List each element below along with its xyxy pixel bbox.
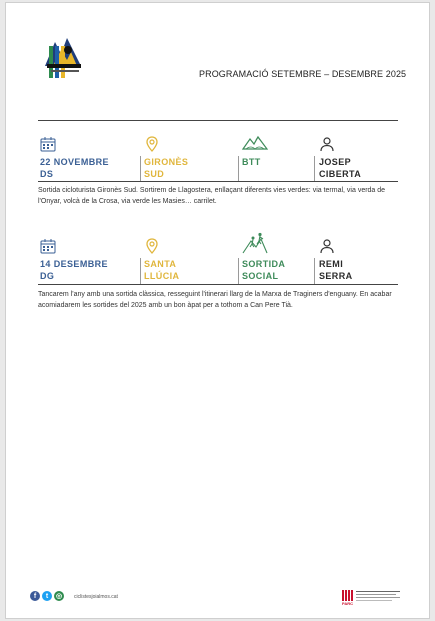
column-separator (314, 258, 315, 284)
event-description: Sortida cicloturista Gironès Sud. Sortirem de Llagostera, enllaçant diferents vies verdes: via termal, via verda de l'Onyar, volcà de la Crosa, via verde les Masies… carrilet. (38, 187, 386, 205)
page-title: PROGRAMACIÓ SETEMBRE – DESEMBRE 2025 (199, 69, 407, 79)
website-link[interactable]: ciclistesjoialmos.cat (74, 594, 118, 600)
club-logo (41, 28, 87, 80)
person-icon (319, 238, 335, 254)
column-separator (140, 258, 141, 284)
social-links (30, 591, 64, 601)
location-pin-icon (144, 136, 160, 152)
column-separator (314, 156, 315, 182)
hikers-icon (242, 232, 268, 254)
event-place: SANTA LLÚCIA (144, 259, 180, 281)
calendar-icon (40, 238, 56, 254)
column-separator (238, 156, 239, 182)
calendar-icon (40, 136, 56, 152)
event-leader: JOSEP CIBERTA (319, 157, 362, 179)
mountain-icon (242, 133, 268, 151)
event-description: Tancarem l'any amb una sortida clàssica, resseguint l'itinerari llarg de la Marxa de Traginers d'enguany. En acabar acomiadarem les sortides del 2025 amb un bon àpat per a tothom a Can Pere Tià. (38, 291, 392, 309)
event-divider (38, 181, 398, 182)
column-separator (140, 156, 141, 182)
facebook-icon[interactable]: f (30, 591, 40, 601)
location-pin-icon (144, 238, 160, 254)
header-divider (38, 120, 398, 121)
person-icon (319, 136, 335, 152)
instagram-icon[interactable]: ◎ (55, 593, 63, 600)
event-divider (38, 284, 398, 285)
twitter-icon[interactable]: t (42, 591, 52, 601)
event-type: BTT (242, 157, 261, 167)
svg-text:PARC: PARC (342, 601, 354, 606)
column-separator (238, 258, 239, 284)
event-type: SORTIDA SOCIAL (242, 259, 286, 281)
event-date: 22 NOVEMBRE DS (40, 157, 109, 179)
event-leader: REMI SERRA (319, 259, 353, 281)
government-logo (342, 588, 402, 606)
event-place: GIRONÈS SUD (144, 157, 189, 179)
event-date: 14 DESEMBRE DG (40, 259, 108, 281)
